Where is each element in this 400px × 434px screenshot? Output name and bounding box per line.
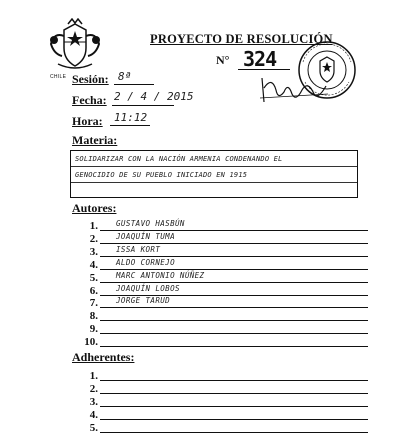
autores-row-number: 3.	[89, 245, 98, 258]
autores-row-line	[100, 320, 368, 321]
autores-row-line	[100, 295, 368, 296]
sesion-value: 8ª	[118, 70, 132, 83]
autores-row-name: JORGE TARUD	[116, 296, 171, 306]
adherentes-row	[70, 383, 370, 395]
adherentes-row-number: 1.	[89, 370, 98, 382]
adherentes-row	[70, 370, 370, 382]
materia-line-2: GENOCIDIO DE SU PUEBLO INICIADO EN 1915	[75, 171, 248, 179]
adherentes-row-number: 4.	[89, 409, 98, 421]
autores-row-number: 8.	[89, 310, 98, 323]
adherentes-row-number: 3.	[89, 396, 98, 408]
adherentes-row-line	[100, 406, 368, 407]
autores-row	[70, 285, 370, 297]
fecha-underline	[112, 105, 174, 106]
adherentes-row-number: 5.	[89, 422, 98, 434]
autores-row-number: 2.	[89, 232, 98, 245]
adherentes-row	[70, 409, 370, 421]
adherentes-row-line	[100, 432, 368, 433]
autores-row-line	[100, 230, 368, 231]
autores-row-name: MARC ANTONIO NÚÑEZ	[116, 270, 205, 280]
coat-of-arms-icon	[46, 18, 104, 74]
autores-row	[70, 220, 370, 232]
autores-row	[70, 233, 370, 245]
autores-row	[70, 323, 370, 335]
autores-row	[70, 336, 370, 348]
materia-label: Materia:	[72, 133, 118, 147]
autores-row-line	[100, 307, 368, 308]
adherentes-row	[70, 422, 370, 434]
hora-label: Hora:	[72, 114, 103, 128]
autores-row-name: JOAQUÍN TUMA	[116, 231, 175, 241]
autores-row	[70, 272, 370, 284]
fecha-value: 2 / 4 / 2015	[114, 90, 194, 103]
autores-row-number: 7.	[89, 297, 98, 310]
crest-caption: CHILE	[50, 74, 67, 80]
adherentes-row-number: 2.	[89, 383, 98, 395]
hora-value: 11:12	[114, 111, 148, 124]
materia-box	[70, 150, 358, 198]
autores-row-line	[100, 256, 368, 257]
autores-row-number: 10.	[84, 336, 98, 349]
sesion-label: Sesión:	[72, 72, 109, 86]
autores-row-name: ALDO CORNEJO	[116, 257, 175, 267]
fecha-label: Fecha:	[72, 93, 107, 107]
hora-underline	[110, 125, 150, 126]
sesion-underline	[114, 84, 154, 85]
autores-row	[70, 297, 370, 309]
autores-row-number: 6.	[89, 284, 98, 297]
adherentes-row	[70, 396, 370, 408]
numero-value: 324	[243, 47, 277, 71]
adherentes-row-line	[100, 380, 368, 381]
autores-row-line	[100, 269, 368, 270]
autores-row	[70, 246, 370, 258]
autores-row-number: 5.	[89, 271, 98, 284]
autores-row-number: 4.	[89, 258, 98, 271]
autores-row-line	[100, 282, 368, 283]
autores-row-line	[100, 333, 368, 334]
adherentes-label: Adherentes:	[72, 350, 135, 364]
autores-row-number: 1.	[89, 220, 98, 232]
autores-row-name: JOAQUÍN LOBOS	[116, 283, 180, 293]
autores-row-name: ISSA KORT	[116, 244, 161, 254]
signature	[258, 68, 330, 108]
autores-label: Autores:	[72, 201, 117, 215]
autores-row-name: GUSTAVO HASBÚN	[116, 219, 185, 228]
autores-row-number: 9.	[89, 323, 98, 336]
autores-row	[70, 310, 370, 322]
numero-label: N°	[216, 53, 230, 67]
materia-line-1: SOLIDARIZAR CON LA NACIÓN ARMENIA CONDENANDO EL	[75, 155, 283, 163]
document-title: PROYECTO DE RESOLUCIÓN	[150, 32, 333, 46]
adherentes-row-line	[100, 419, 368, 420]
autores-row-line	[100, 346, 368, 347]
autores-row	[70, 259, 370, 271]
autores-row-line	[100, 243, 368, 244]
adherentes-row-line	[100, 393, 368, 394]
materia-rule	[71, 182, 357, 183]
materia-rule	[71, 166, 357, 167]
